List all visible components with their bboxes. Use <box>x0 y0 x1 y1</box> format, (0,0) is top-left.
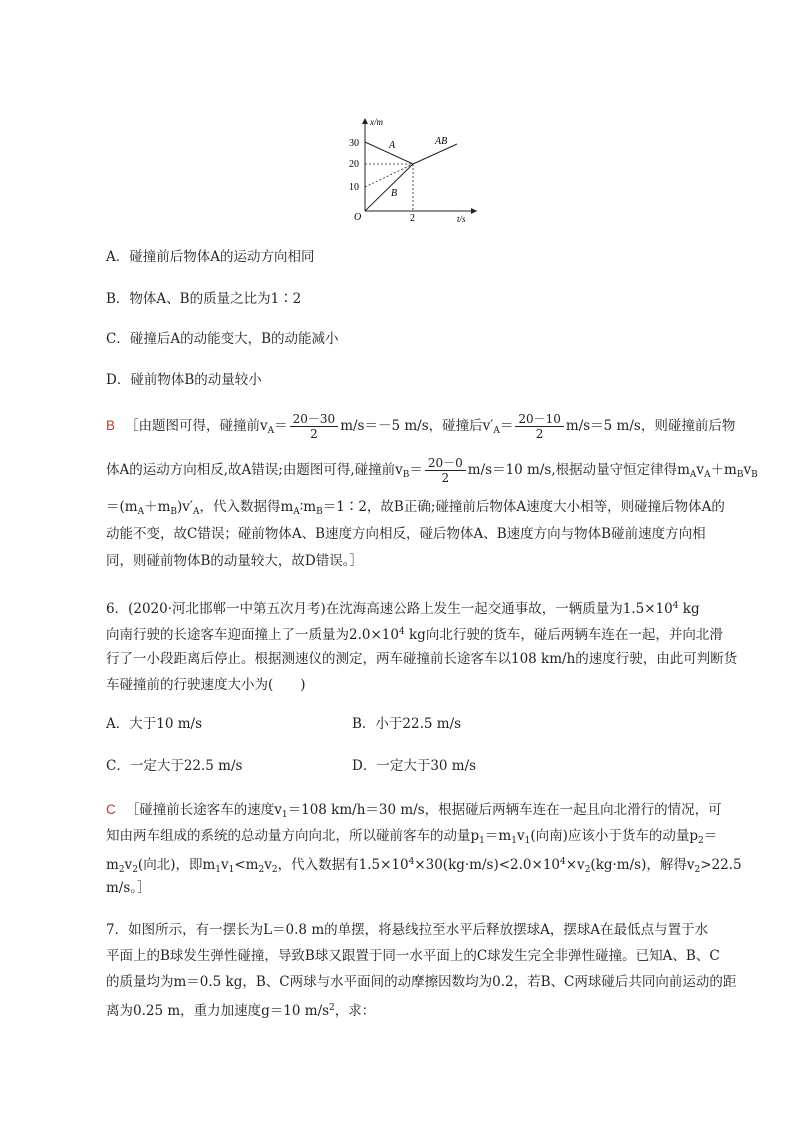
q7-stem-line-3: 的质量均为m＝0.5 kg，B、C两球与水平面间的动摩擦因数均为0.2，若B、C两球碰后共同向前运动的距 <box>106 974 737 990</box>
y-axis-arrow <box>362 118 368 124</box>
q7-stem-line-4: 离为0.25 m，重力加速度g＝10 $m/s^2$，求： <box>106 1003 376 1019</box>
q5-explanation-line-5: 同，则碰前物体B的动量较大，故D错误。］ <box>106 553 363 569</box>
fraction-1: $\frac{20-30}{2}$ <box>290 412 339 441</box>
fraction-3: $\frac{20-0}{2}$ <box>425 456 466 485</box>
q6-stem-line-3: 行了一小段距离后停止。根据测速仪的测定，两车碰撞前长途客车以108 km/h的速度行驶，由此可判断货 <box>106 651 738 667</box>
x-axis-arrow <box>471 208 477 214</box>
y-tick-20: 20 <box>349 159 359 170</box>
q6-explanation-line-2: 知由两车组成的系统的总动量方向向北，所以碰前客车的动量$p_1=m_1v_1$(向南)应该小于货车的动量$p_2=$ <box>106 828 718 846</box>
q6-option-a: A．大于10 m/s <box>106 716 202 732</box>
q6-explanation-line-3: $m_2v_2$(向北)，即$m_1v_1<m_2v_2$，代入数据有$1.5\times 10^4\times 30(kg\cdot m/s)<2.0\times 10^4\times v_2(kg\cdot m/s)$，解得$v_2>22.5$ <box>106 857 742 875</box>
guide-diagonal <box>365 164 413 187</box>
line-b <box>365 164 413 211</box>
x-axis-label: t/s <box>457 214 466 224</box>
xt-graph <box>345 112 480 227</box>
q6-answer: C <box>106 802 116 817</box>
y-tick-10: 10 <box>349 182 359 193</box>
q6-explanation-line-1: C ［碰撞前长途客车的速度$v_1=108$ km/h＝30 m/s，根据碰后两辆车连在一起且向北滑行的情况，可 <box>106 802 722 820</box>
q7-stem-line-1: 7．如图所示，有一摆长为L＝0.8 m的单摆，将悬线拉至水平后释放摆球A，摆球A在最低点与置于水 <box>106 922 709 938</box>
q5-answer: B <box>106 418 116 433</box>
y-axis-label: x/m <box>370 117 383 127</box>
q6-explanation-line-4: m/s。］ <box>106 880 151 896</box>
q5-explanation-line-3: $=(m_A+m_B)v'_A$，代入数据得$m_A∶m_B=1∶2$，故B正确;碰撞前后物体A速度大小相等，则碰撞后物体A的 <box>106 499 725 517</box>
q6-stem-line-2: 向南行驶的长途客车迎面撞上了一质量为$2.0\times 10^4$ kg向北行驶的货车，碰后两辆车连在一起，并向北滑 <box>106 627 723 643</box>
q6-option-d: D．一定大于30 m/s <box>352 758 477 774</box>
label-ab: AB <box>435 136 448 147</box>
q5-option-a: A．碰撞前后物体A的运动方向相同 <box>106 249 315 265</box>
line-ab <box>413 144 457 164</box>
label-b: B <box>391 188 398 199</box>
q5-option-c: C．碰撞后A的动能变大，B的动能减小 <box>106 331 339 347</box>
x-tick-2: 2 <box>410 213 415 224</box>
q6-option-c: C．一定大于22.5 m/s <box>106 758 243 774</box>
q5-explanation-line-1: B ［由题图可得，碰撞前$v_A=$ $\frac{20-30}{2}$ m/s＝－5 m/s，碰撞后$v'_A=$ $\frac{20-10}{2}$ m/s＝5 m/s，则碰撞前后物 <box>106 412 736 441</box>
q6-option-b: B．小于22.5 m/s <box>352 716 462 732</box>
q6-stem-line-1: 6．(2020·河北邯郸一中第五次月考)在沈海高速公路上发生一起交通事故，一辆质量为$1.5\times 10^4$ kg <box>106 601 700 617</box>
y-tick-30: 30 <box>349 138 359 149</box>
q5-explanation-line-2: 体A的运动方向相反,故A错误;由题图可得,碰撞前$v_B=$ $\frac{20-0}{2}$ m/s＝10 m/s,根据动量守恒定律得$m_Av_A+m_Bv_B$ <box>106 456 758 485</box>
fraction-2: $\frac{20-10}{2}$ <box>515 412 564 441</box>
label-a: A <box>389 140 396 151</box>
origin-label: O <box>354 212 362 223</box>
q5-option-d: D．碰前物体B的动量较小 <box>106 372 262 388</box>
q5-option-b: B．物体A、B的质量之比为1∶2 <box>106 291 302 307</box>
q5-explanation-line-4: 动能不变，故C错误；碰前物体A、B速度方向相反，碰后物体A、B速度方向与物体B碰前速度方向相 <box>106 526 706 542</box>
q6-stem-line-4: 车碰撞前的行驶速度大小为( ) <box>106 677 306 693</box>
q7-stem-line-2: 平面上的B球发生弹性碰撞，导致B球又跟置于同一水平面上的C球发生完全非弹性碰撞。已知A、B、C <box>106 948 720 964</box>
